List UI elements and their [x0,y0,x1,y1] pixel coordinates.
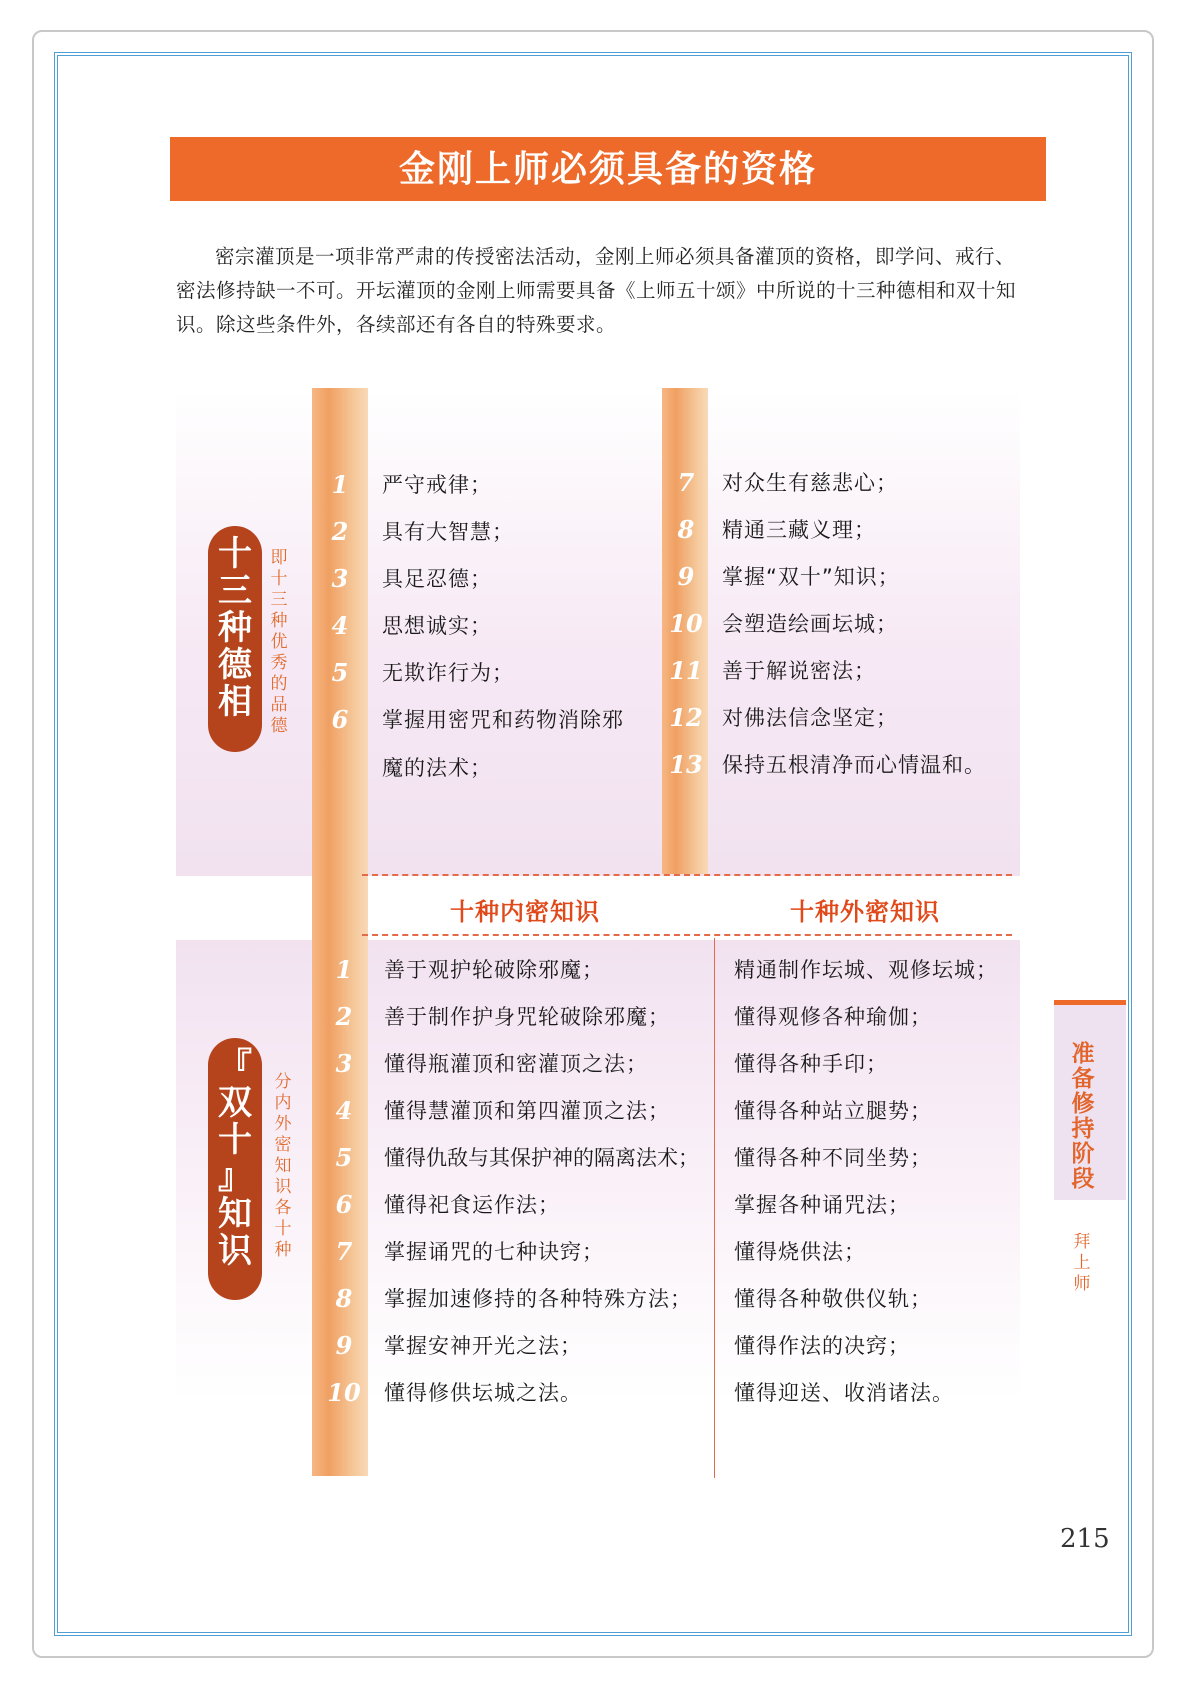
note-char: 外 [274,1114,292,1134]
note-char: 德 [270,716,288,736]
item-number: 1 [335,955,353,984]
tab-char: 备 [1071,1066,1095,1092]
note-char: 知 [274,1156,292,1176]
tab-char: 阶 [1071,1141,1095,1167]
item-number: 9 [335,1331,353,1360]
list-item: 懂得烧供法； [734,1240,866,1264]
note-char: 十 [274,1219,292,1239]
item-number: 7 [677,468,695,497]
note-char: 种 [274,1240,292,1260]
list-item: 懂得迎送、收消诸法。 [734,1381,954,1405]
inner-knowledge-title: 十种内密知识 [450,898,600,926]
heading-char: 识 [218,1231,252,1271]
item-number: 4 [335,1096,353,1125]
list-item: 严守戒律； [382,473,492,497]
section1-note [268,548,290,737]
list-item: 会塑造绘画坛城； [722,612,898,636]
item-number: 2 [331,517,349,546]
item-number: 8 [335,1284,353,1313]
list-item: 掌握加速修持的各种特殊方法； [384,1287,692,1311]
list-item: 思想诚实； [382,614,492,638]
item-number: 5 [335,1143,353,1172]
list-item: 掌握用密咒和药物消除邪 [382,708,624,732]
note-char: 种 [270,611,288,631]
list-item: 掌握各种诵咒法； [734,1193,910,1217]
item-number: 13 [669,750,703,779]
dash-separator-top [362,874,1012,876]
item-number: 4 [331,611,349,640]
item-number: 6 [331,705,349,734]
item-number: 6 [335,1190,353,1219]
outer-knowledge-title: 十种外密知识 [790,898,940,926]
list-item: 对佛法信念坚定； [722,706,898,730]
list-item: 懂得祀食运作法； [384,1193,560,1217]
list-item: 无欺诈行为； [382,661,514,685]
item-number: 1 [331,470,349,499]
heading-char: 种 [218,608,252,648]
section2-note [272,1072,294,1261]
note-char: 优 [270,632,288,652]
tab-char: 上 [1073,1253,1091,1273]
list-item: 懂得各种站立腿势； [734,1099,932,1123]
chapter-tab-label [1068,1042,1098,1192]
item-number: 8 [677,515,695,544]
note-char: 十 [270,569,288,589]
list-item: 善于解说密法； [722,659,876,683]
note-char: 密 [274,1135,292,1155]
heading-char: 十 [218,1120,252,1160]
note-char: 分 [274,1072,292,1092]
tab-char: 拜 [1073,1232,1091,1252]
note-char: 三 [270,590,288,610]
heading-char: 相 [218,682,252,722]
intro-paragraph: 密宗灌顶是一项非常严肃的传授密法活动，金刚上师必须具备灌顶的资格，即学问、戒行、密法修持缺一不可。开坛灌顶的金刚上师需要具备《上师五十颂》中所说的十三种德相和双十知识。除这些条件外，各续部还有各自的特殊要求。 [176,245,1017,336]
note-char: 内 [274,1093,292,1113]
section2-heading [208,1038,262,1300]
page-title: 金刚上师必须具备的资格 [170,137,1046,201]
item-number: 2 [335,1002,353,1031]
list-item: 懂得瓶灌顶和密灌顶之法； [384,1052,648,1076]
note-char: 识 [274,1177,292,1197]
note-char: 即 [270,548,288,568]
list-item: 懂得作法的决窍； [734,1334,910,1358]
item-number: 5 [331,658,349,687]
note-char: 的 [270,674,288,694]
column-divider [714,938,715,1478]
heading-char: 知 [218,1194,252,1234]
list-item: 懂得各种不同坐势； [734,1146,932,1170]
note-char: 品 [270,695,288,715]
list-item: 精通制作坛城、观修坛城； [734,958,998,982]
list-item: 懂得慧灌顶和第四灌顶之法； [384,1099,670,1123]
tab-char: 修 [1071,1091,1095,1117]
list-item: 懂得修供坛城之法。 [384,1381,582,1405]
list-item-continuation: 魔的法术； [382,756,492,780]
item-number: 12 [669,703,703,732]
tab-char: 师 [1073,1274,1091,1294]
heading-char: 』 [218,1157,252,1197]
list-item: 懂得观修各种瑜伽； [734,1005,932,1029]
chapter-subtab-label [1072,1232,1092,1295]
item-number: 10 [669,609,703,638]
list-item: 具有大智慧； [382,520,514,544]
list-item: 对众生有慈悲心； [722,471,898,495]
item-number: 9 [677,562,695,591]
heading-char: 德 [218,645,252,685]
item-number: 3 [331,564,349,593]
list-item: 懂得各种手印； [734,1052,888,1076]
item-number: 7 [335,1237,353,1266]
list-item: 掌握安神开光之法； [384,1334,582,1358]
list-item: 懂得各种敬供仪轨； [734,1287,932,1311]
item-number: 3 [335,1049,353,1078]
list-item: 掌握“双十”知识； [722,565,900,589]
list-item: 善于制作护身咒轮破除邪魔； [384,1005,670,1029]
list-item: 掌握诵咒的七种诀窍； [384,1240,604,1264]
item-number: 11 [669,656,703,685]
heading-char: 三 [218,571,252,611]
section1-heading [208,526,262,752]
item-number: 10 [327,1378,361,1407]
tab-char: 持 [1071,1116,1095,1142]
list-item: 保持五根清净而心情温和。 [722,753,986,777]
note-char: 各 [274,1198,292,1218]
heading-char: 十 [218,534,252,574]
list-item: 具足忍德； [382,567,492,591]
page-number: 215 [1060,1524,1110,1554]
tab-char: 准 [1071,1041,1095,1067]
list-item: 善于观护轮破除邪魔； [384,958,604,982]
list-item: 精通三藏义理； [722,518,876,542]
heading-char: 『 [218,1046,252,1086]
heading-char: 双 [218,1083,252,1123]
note-char: 秀 [270,653,288,673]
dash-separator-bottom [362,934,1012,936]
tab-char: 段 [1071,1166,1095,1192]
list-item: 懂得仇敌与其保护神的隔离法术； [384,1146,699,1170]
